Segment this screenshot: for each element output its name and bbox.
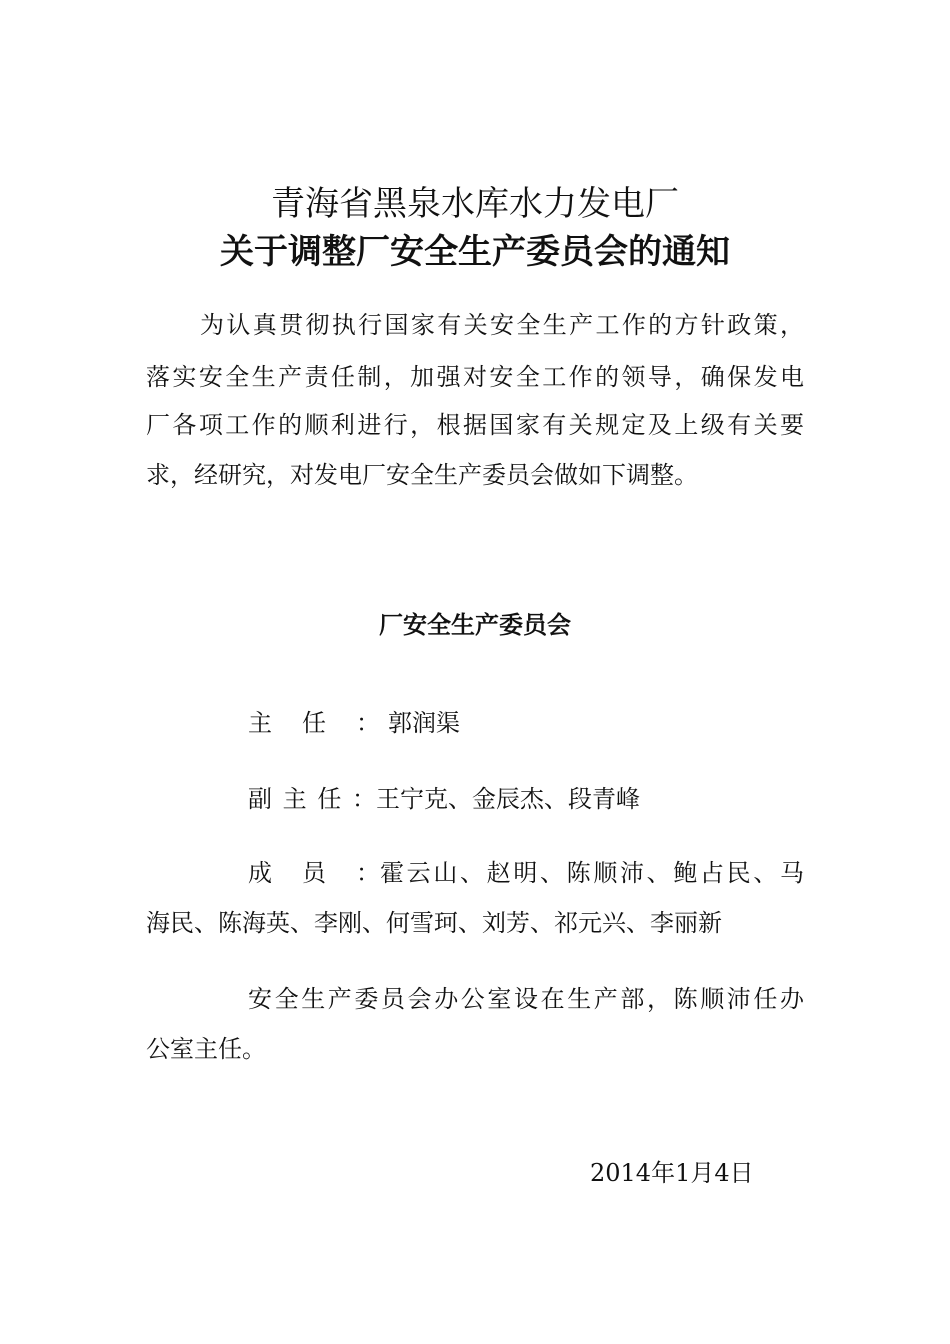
intro-line-2: 落实安全生产责任制，加强对安全工作的领导，确保发电	[146, 363, 804, 391]
deputy-director-label: 副主任：	[248, 785, 376, 813]
director-label: 主任：	[248, 709, 380, 737]
members-names-line1: 霍云山、赵明、陈顺沛、鲍占民、马	[380, 859, 804, 887]
office-line-2: 公室主任。	[146, 1035, 266, 1063]
members-names-line2: 海民、陈海英、李刚、何雪珂、刘芳、祁元兴、李丽新	[146, 909, 722, 937]
document-date: 2014年1月4日	[590, 1159, 754, 1187]
office-line-1: 安全生产委员会办公室设在生产部，陈顺沛任办	[248, 985, 804, 1013]
members-label: 成员：	[248, 859, 380, 887]
director-name: 郭润渠	[388, 709, 460, 737]
document-title-line1: 青海省黑泉水库水力发电厂	[271, 184, 679, 224]
document-title-line2: 关于调整厂安全生产委员会的通知	[220, 232, 730, 272]
intro-line-4: 求，经研究，对发电厂安全生产委员会做如下调整。	[146, 461, 698, 489]
deputy-director-names: 王宁克、金辰杰、段青峰	[376, 785, 640, 813]
intro-line-1: 为认真贯彻执行国家有关安全生产工作的方针政策，	[200, 311, 804, 339]
committee-title: 厂安全生产委员会	[379, 610, 571, 639]
intro-line-3: 厂各项工作的顺利进行，根据国家有关规定及上级有关要	[146, 411, 804, 439]
